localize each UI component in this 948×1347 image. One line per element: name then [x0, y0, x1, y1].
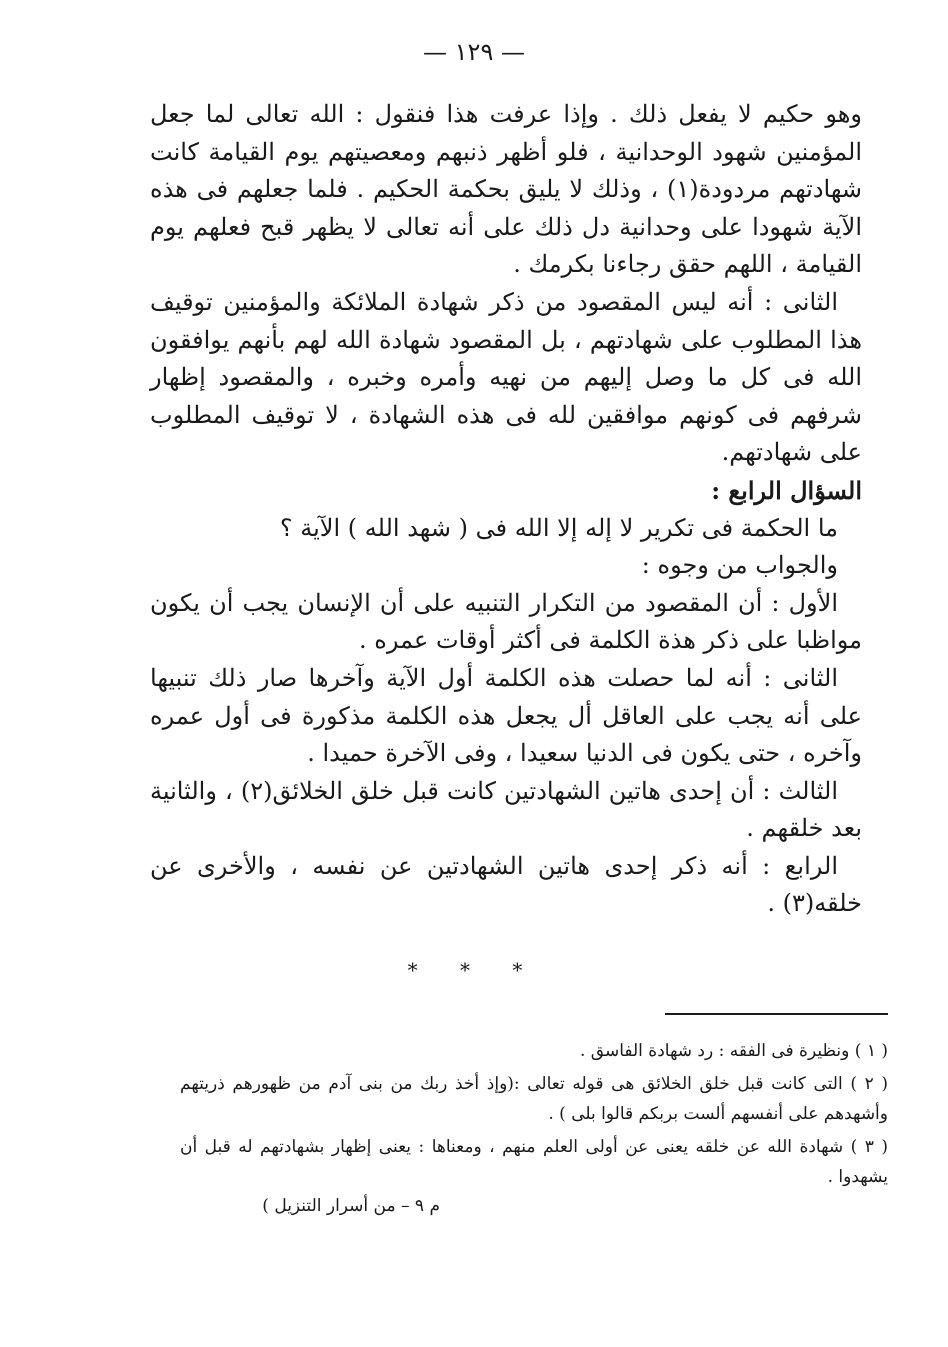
footnote: ( ٢ ) التى كانت قبل خلق الخلائق هى قوله تعالى :(وإذ أخذ ربك من بنى آدم من ظهورهم ذريتهم وأشهدهم على أنفسهم ألست بربكم قالوا بلى ) . — [180, 1073, 888, 1124]
paragraph: الثانى : أنه لما حصلت هذه الكلمة أول الآية وآخرها صار ذلك تنبيها على أنه يجب على العاقل أل يجعل هذه الكلمة مذكورة فى أول عمره وآخره ، حتى يكون فى الدنيا سعيدا ، وفى الآخرة حميدا . — [150, 663, 862, 768]
paragraph: الأول : أن المقصود من التكرار التنبيه على أن الإنسان يجب أن يكون مواظبا على ذكر هذة الكلمة فى أكثر أوقات عمره . — [150, 588, 862, 655]
page-number: — ١٢٩ — — [423, 38, 525, 66]
section-heading: السؤال الرابع : — [711, 475, 862, 505]
paragraph: الرابع : أنه ذكر إحدى هاتين الشهادتين عن نفسه ، والأخرى عن خلقه(٣) . — [150, 851, 862, 918]
paragraph: الثانى : أنه ليس المقصود من ذكر شهادة الملائكة والمؤمنين توقيف هذا المطلوب على شهادتهم ، بل المقصود شهادة الله لهم بأنهم يوافقون الله فى كل ما وصل إليهم من نهيه وأمره وخبره ، والمقصود إظهار شرفهم فى كونهم موافقين لله فى هذه الشهادة ، لا توقيف المطلوب على شهادتهم. — [150, 287, 862, 467]
signature-line: م ٩ – من أسرار التنزيل ) — [262, 1196, 440, 1216]
paragraph: والجواب من وجوه : — [641, 551, 838, 580]
section-separator: * * * — [407, 958, 541, 982]
paragraph: وهو حكيم لا يفعل ذلك . وإذا عرفت هذا فنقول : الله تعالى لما جعل المؤمنين شهود الوحدانية ، فلو أظهر ذنبهم ومعصيتهم يوم القيامة كانت شهادتهم مردودة(١) ، وذلك لا يليق بحكمة الحكيم . فلما جعلهم فى هذه الآية شهودا على وحدانية دل ذلك على أنه تعالى لا يظهر قبح فعلهم يوم القيامة ، اللهم حقق رجاءنا بكرمك . — [150, 100, 862, 279]
footnote: ( ١ ) ونظيرة فى الفقه : رد شهادة الفاسق . — [579, 1041, 888, 1061]
main-text — [150, 96, 862, 923]
footnote-divider — [665, 1013, 888, 1015]
paragraph: الثالث : أن إحدى هاتين الشهادتين كانت قبل خلق الخلائق(٢) ، والثانية بعد خلقهم . — [150, 776, 862, 843]
question-text: ما الحكمة فى تكرير لا إله إلا الله فى ( شهد الله ) الآية ؟ — [279, 513, 838, 542]
footnote: ( ٣ ) شهادة الله عن خلقه يعنى عن أولى العلم منهم ، ومعناها : يعنى إظهار بشهادتهم له قبل أن يشهدوا . — [180, 1136, 888, 1187]
footnotes — [180, 1036, 888, 1193]
